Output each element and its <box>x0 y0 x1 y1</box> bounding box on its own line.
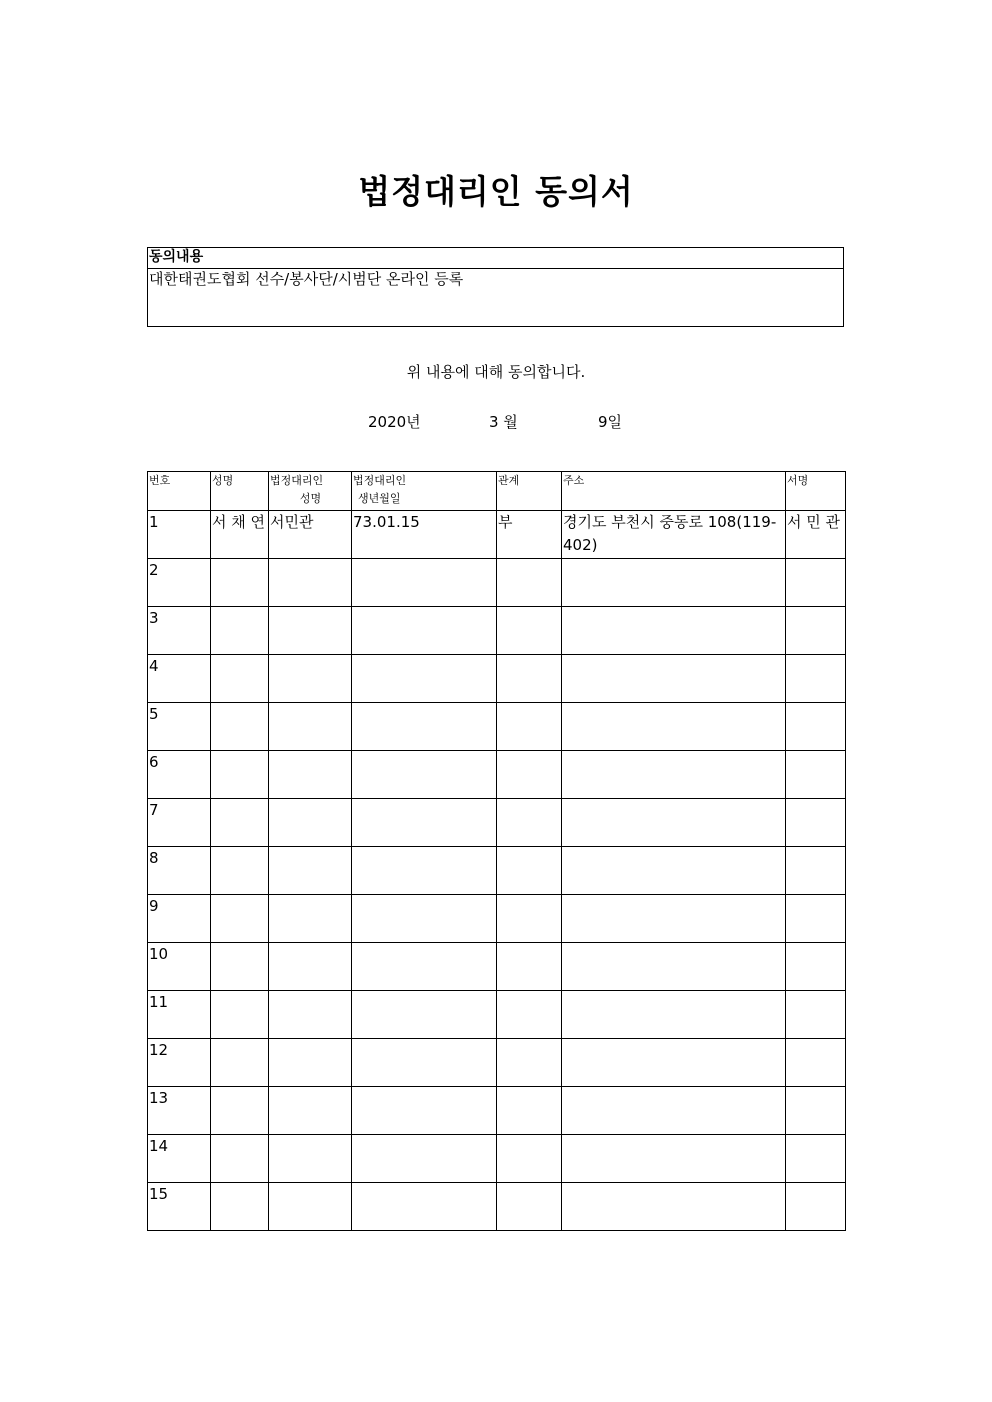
cell-relation <box>497 943 562 991</box>
cell-no: 12 <box>148 1039 211 1087</box>
header-guardian-birth <box>352 472 497 511</box>
table-row <box>148 607 846 655</box>
cell-relation <box>497 1039 562 1087</box>
cell-name <box>211 703 269 751</box>
table-row <box>148 1135 846 1183</box>
date-day: 9일 <box>598 413 623 431</box>
cell-address <box>562 943 786 991</box>
cell-name <box>211 1039 269 1087</box>
cell-address <box>562 1135 786 1183</box>
consent-content: 대한태권도협회 선수/봉사단/시범단 온라인 등록 <box>149 270 464 288</box>
cell-name <box>211 799 269 847</box>
cell-relation <box>497 847 562 895</box>
table-row <box>148 799 846 847</box>
cell-guardian-name <box>269 703 352 751</box>
consent-heading: 동의내용 <box>148 248 843 269</box>
cell-signature <box>786 1087 846 1135</box>
cell-guardian-birth <box>352 607 497 655</box>
cell-signature <box>786 1039 846 1087</box>
date-month: 3 월 <box>489 413 518 431</box>
header-guardian-name <box>269 472 352 511</box>
cell-guardian-name <box>269 799 352 847</box>
cell-no: 1 <box>148 511 211 559</box>
table-row <box>148 655 846 703</box>
cell-guardian-name <box>269 895 352 943</box>
header-guardian-birth-line1: 법정대리인 <box>353 474 407 487</box>
cell-address <box>562 1039 786 1087</box>
table-row <box>148 511 846 559</box>
table-row <box>148 991 846 1039</box>
cell-relation <box>497 607 562 655</box>
cell-no: 15 <box>148 1183 211 1231</box>
cell-guardian-name <box>269 991 352 1039</box>
cell-guardian-name <box>269 847 352 895</box>
cell-name <box>211 751 269 799</box>
cell-no: 14 <box>148 1135 211 1183</box>
table-row <box>148 895 846 943</box>
cell-guardian-name <box>269 559 352 607</box>
cell-signature <box>786 703 846 751</box>
date-year: 2020년 <box>368 413 421 431</box>
cell-address <box>562 799 786 847</box>
cell-name <box>211 847 269 895</box>
document-title: 법정대리인 동의서 <box>358 172 634 211</box>
cell-address <box>562 655 786 703</box>
cell-guardian-name <box>269 751 352 799</box>
cell-guardian-birth <box>352 1087 497 1135</box>
cell-no: 2 <box>148 559 211 607</box>
cell-address <box>562 703 786 751</box>
cell-relation <box>497 655 562 703</box>
cell-name <box>211 607 269 655</box>
cell-no: 10 <box>148 943 211 991</box>
cell-address <box>562 991 786 1039</box>
cell-guardian-name: 서민관 <box>269 511 352 559</box>
cell-guardian-birth <box>352 991 497 1039</box>
cell-no: 5 <box>148 703 211 751</box>
cell-name <box>211 1135 269 1183</box>
cell-relation <box>497 1135 562 1183</box>
date-line <box>0 411 992 431</box>
cell-guardian-name <box>269 1087 352 1135</box>
cell-signature: 서 민 관 <box>786 511 846 559</box>
consent-box <box>147 247 844 327</box>
cell-guardian-birth <box>352 1039 497 1087</box>
cell-name <box>211 895 269 943</box>
cell-signature <box>786 895 846 943</box>
cell-relation <box>497 991 562 1039</box>
header-address: 주소 <box>562 472 786 511</box>
cell-no: 6 <box>148 751 211 799</box>
cell-relation: 부 <box>497 511 562 559</box>
cell-guardian-name <box>269 1039 352 1087</box>
cell-name <box>211 1183 269 1231</box>
table-row <box>148 943 846 991</box>
cell-name: 서 채 연 <box>211 511 269 559</box>
cell-no: 9 <box>148 895 211 943</box>
cell-no: 8 <box>148 847 211 895</box>
header-guardian-birth-line2: 생년월일 <box>358 492 401 505</box>
cell-address <box>562 607 786 655</box>
cell-no: 3 <box>148 607 211 655</box>
cell-no: 13 <box>148 1087 211 1135</box>
cell-relation <box>497 703 562 751</box>
cell-no: 11 <box>148 991 211 1039</box>
cell-address <box>562 1087 786 1135</box>
cell-guardian-birth <box>352 1183 497 1231</box>
cell-guardian-birth <box>352 559 497 607</box>
cell-guardian-name <box>269 1135 352 1183</box>
cell-relation <box>497 799 562 847</box>
header-guardian-name-line2: 성명 <box>299 492 322 505</box>
cell-guardian-name <box>269 943 352 991</box>
cell-name <box>211 559 269 607</box>
cell-signature <box>786 607 846 655</box>
header-signature: 서명 <box>786 472 846 511</box>
cell-signature <box>786 751 846 799</box>
cell-signature <box>786 847 846 895</box>
cell-name <box>211 1087 269 1135</box>
cell-guardian-birth <box>352 895 497 943</box>
header-relation: 관계 <box>497 472 562 511</box>
cell-address: 경기도 부천시 중동로 108(119-402) <box>562 511 786 559</box>
cell-name <box>211 991 269 1039</box>
cell-relation <box>497 1087 562 1135</box>
cell-signature <box>786 799 846 847</box>
cell-no: 4 <box>148 655 211 703</box>
cell-address <box>562 1183 786 1231</box>
cell-no: 7 <box>148 799 211 847</box>
table-row <box>148 1039 846 1087</box>
cell-name <box>211 655 269 703</box>
header-name: 성명 <box>211 472 269 511</box>
cell-guardian-birth <box>352 847 497 895</box>
cell-guardian-birth: 73.01.15 <box>352 511 497 559</box>
table-row <box>148 1183 846 1231</box>
cell-address <box>562 847 786 895</box>
cell-address <box>562 751 786 799</box>
cell-signature <box>786 655 846 703</box>
guardian-table <box>147 471 846 1231</box>
cell-address <box>562 895 786 943</box>
table-row <box>148 559 846 607</box>
cell-signature <box>786 559 846 607</box>
agreement-statement: 위 내용에 대해 동의합니다. <box>406 363 586 381</box>
cell-guardian-name <box>269 655 352 703</box>
header-guardian-name-line1: 법정대리인 <box>270 474 324 487</box>
cell-relation <box>497 751 562 799</box>
cell-relation <box>497 559 562 607</box>
cell-relation <box>497 895 562 943</box>
cell-guardian-name <box>269 1183 352 1231</box>
cell-relation <box>497 1183 562 1231</box>
cell-signature <box>786 943 846 991</box>
table-row <box>148 1087 846 1135</box>
cell-address <box>562 559 786 607</box>
cell-name <box>211 943 269 991</box>
table-header-row <box>148 472 846 511</box>
cell-guardian-birth <box>352 703 497 751</box>
table-row <box>148 751 846 799</box>
table-row <box>148 703 846 751</box>
cell-guardian-birth <box>352 655 497 703</box>
cell-signature <box>786 1135 846 1183</box>
cell-signature <box>786 991 846 1039</box>
cell-guardian-birth <box>352 799 497 847</box>
cell-signature <box>786 1183 846 1231</box>
cell-guardian-name <box>269 607 352 655</box>
cell-guardian-birth <box>352 751 497 799</box>
cell-guardian-birth <box>352 943 497 991</box>
table-row <box>148 847 846 895</box>
cell-guardian-birth <box>352 1135 497 1183</box>
header-no: 번호 <box>148 472 211 511</box>
